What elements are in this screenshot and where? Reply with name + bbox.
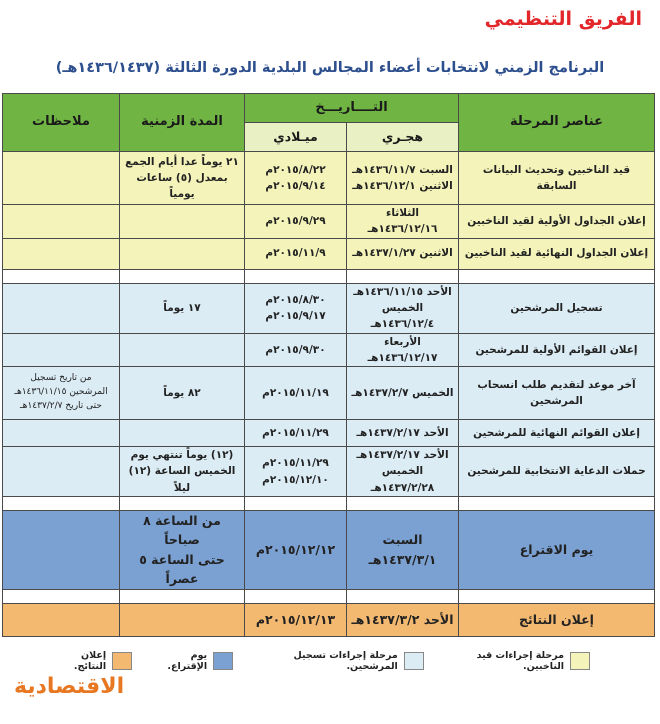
duration-cell xyxy=(120,420,245,447)
header-date: التــــاريـــخ xyxy=(245,94,459,123)
legend-item-voting xyxy=(154,650,233,672)
stage-cell: تسجيل المرشحين xyxy=(459,283,655,333)
organizer-label: الفريق التنظيمي xyxy=(484,8,642,30)
notes-cell xyxy=(3,238,120,269)
legend-item-candidates xyxy=(255,650,424,672)
duration-line: الخميس الساعة (١٢) ليلاً xyxy=(128,465,236,494)
duration-line: من الساعة ٨ صباحاً xyxy=(143,513,221,548)
header-duration: المدة الزمنية xyxy=(120,94,245,152)
duration-cell xyxy=(120,447,245,497)
legend xyxy=(30,650,590,672)
stage-cell: حملات الدعاية الانتخابية للمرشحين xyxy=(459,447,655,497)
greg-end: ٢٠١٥/٩/١٤م xyxy=(265,180,326,192)
header-gregorian: ميـلادي xyxy=(245,123,347,152)
stage-cell: إعلان النتائج xyxy=(459,603,655,636)
legend-label: مرحلة إجراءات تسجيل المرشحين. xyxy=(293,650,398,672)
greg-end: ٢٠١٥/١٢/١٠م xyxy=(262,473,329,486)
stage-cell: إعلان القوائم الأولية للمرشحين xyxy=(459,333,655,367)
hijri-cell xyxy=(347,152,459,205)
hijri-cell xyxy=(347,283,459,333)
table-row xyxy=(3,420,655,447)
note-line: من تاريخ تسجيل xyxy=(30,373,92,384)
greg-end: ٢٠١٥/٩/١٧م xyxy=(265,310,326,323)
hijri-cell: الثلاثاء ١٤٣٦/١٢/١٦هـ xyxy=(347,205,459,239)
gregorian-cell: ٢٠١٥/١١/٢٩م xyxy=(245,420,347,447)
table-row xyxy=(3,283,655,333)
legend-label: يوم الإقتراع. xyxy=(167,650,208,672)
stage-cell: إعلان القوائم النهائية للمرشحين xyxy=(459,420,655,447)
notes-cell xyxy=(3,152,120,205)
duration-cell xyxy=(120,511,245,590)
duration-line: حتى الساعة ٥ عصراً xyxy=(139,551,225,587)
hijri-cell: الاثنين ١٤٣٧/١/٢٧هـ xyxy=(347,238,459,269)
greg-start: ٢٠١٥/٨/٣٠م xyxy=(265,293,326,306)
gregorian-cell: ٢٠١٥/٩/٣٠م xyxy=(245,333,347,367)
table-row xyxy=(3,447,655,497)
duration-cell: ٨٢ يوماً xyxy=(120,367,245,420)
duration-cell xyxy=(120,333,245,367)
hijri-end: الخميس ١٤٣٧/٢/٢٨هـ xyxy=(370,465,435,494)
notes-cell xyxy=(3,447,120,497)
legend-label: مرحلة إجراءات قيد الناخبين. xyxy=(476,650,565,672)
gregorian-cell: ٢٠١٥/١٢/١٣م xyxy=(245,603,347,636)
hijri-cell: الأحد ١٤٣٧/٢/١٧هـ xyxy=(347,420,459,447)
table-row xyxy=(3,333,655,367)
legend-swatch xyxy=(112,652,132,670)
legend-item-results xyxy=(52,650,132,672)
spacer-row xyxy=(3,269,655,283)
notes-cell xyxy=(3,333,120,367)
duration-line: بمعدل (٥) ساعات يومياً xyxy=(136,171,228,201)
duration-cell xyxy=(120,152,245,205)
hijri-cell: السبت ١٤٣٧/٣/١هـ xyxy=(347,511,459,590)
duration-cell xyxy=(120,205,245,239)
duration-cell xyxy=(120,238,245,269)
spacer-row xyxy=(3,589,655,603)
table-row xyxy=(3,603,655,636)
header-row xyxy=(3,94,655,123)
hijri-cell: الخميس ١٤٣٧/٢/٧هـ xyxy=(347,367,459,420)
notes-cell xyxy=(3,603,120,636)
stage-cell: إعلان الجداول الأولية لقيد الناخبين xyxy=(459,205,655,239)
table-row xyxy=(3,152,655,205)
duration-line: ٢١ يوماً عدا أيام الجمع xyxy=(125,155,239,168)
greg-start: ٢٠١٥/١١/٢٩م xyxy=(262,457,329,470)
notes-cell xyxy=(3,420,120,447)
stage-cell: قيد الناخبين وتحديث البيانات السابقة xyxy=(459,152,655,205)
hijri-cell: الأحد ١٤٣٧/٣/٢هـ xyxy=(347,603,459,636)
legend-item-voters xyxy=(446,650,590,672)
gregorian-cell xyxy=(245,283,347,333)
duration-cell: ١٧ يوماً xyxy=(120,283,245,333)
gregorian-cell xyxy=(245,152,347,205)
stage-cell: إعلان الجداول النهائية لقيد الناخبين xyxy=(459,238,655,269)
notes-cell xyxy=(3,205,120,239)
hijri-end: الاثنين ١٤٣٦/١٢/١هـ xyxy=(352,180,453,192)
gregorian-cell: ٢٠١٥/٩/٢٩م xyxy=(245,205,347,239)
legend-swatch xyxy=(213,652,233,670)
duration-line: (١٢) يوماً تنتهي يوم xyxy=(130,449,234,462)
legend-label: إعلان النتائج. xyxy=(73,650,107,672)
table-row xyxy=(3,205,655,239)
table-row xyxy=(3,238,655,269)
hijri-end: الخميس ١٤٣٦/١٢/٤هـ xyxy=(370,301,435,331)
table-row xyxy=(3,511,655,590)
legend-swatch xyxy=(570,652,590,670)
hijri-start: السبت ١٤٣٦/١١/٧هـ xyxy=(352,163,453,176)
header-stage: عناصر المرحلة xyxy=(459,94,655,152)
page-title: البرنامج الزمني لانتخابات أعضاء المجالس البلدية الدورة الثالثة (١٤٣٦/١٤٣٧هـ) xyxy=(55,60,605,76)
stage-cell: يوم الاقتراع xyxy=(459,511,655,590)
notes-cell xyxy=(3,511,120,590)
note-line: حتى تاريخ ١٤٣٧/٢/٧هـ xyxy=(20,401,102,412)
header-notes: ملاحظات xyxy=(3,94,120,152)
notes-cell xyxy=(3,283,120,333)
gregorian-cell xyxy=(245,447,347,497)
duration-cell xyxy=(120,603,245,636)
greg-start: ٢٠١٥/٨/٢٢م xyxy=(265,163,326,176)
note-line: المرشحين ١٤٣٦/١١/١٥هـ xyxy=(14,387,108,398)
gregorian-cell: ٢٠١٥/١١/١٩م xyxy=(245,367,347,420)
gregorian-cell: ٢٠١٥/١٢/١٢م xyxy=(245,511,347,590)
legend-swatch xyxy=(404,652,424,670)
hijri-start: الأحد ١٤٣٧/٢/١٧هـ xyxy=(356,449,449,462)
gregorian-cell: ٢٠١٥/١١/٩م xyxy=(245,238,347,269)
notes-cell xyxy=(3,367,120,420)
spacer-row xyxy=(3,497,655,511)
schedule-table xyxy=(2,93,655,637)
table-row xyxy=(3,367,655,420)
stage-cell: آخر موعد لتقديم طلب انسحاب المرشحين xyxy=(459,367,655,420)
header-hijri: هجـري xyxy=(347,123,459,152)
hijri-cell: الأربعاء ١٤٣٦/١٢/١٧هـ xyxy=(347,333,459,367)
publisher-logo: الاقتصادية xyxy=(14,674,125,699)
hijri-start: الأحد ١٤٣٦/١١/١٥هـ xyxy=(353,285,452,298)
hijri-cell xyxy=(347,447,459,497)
